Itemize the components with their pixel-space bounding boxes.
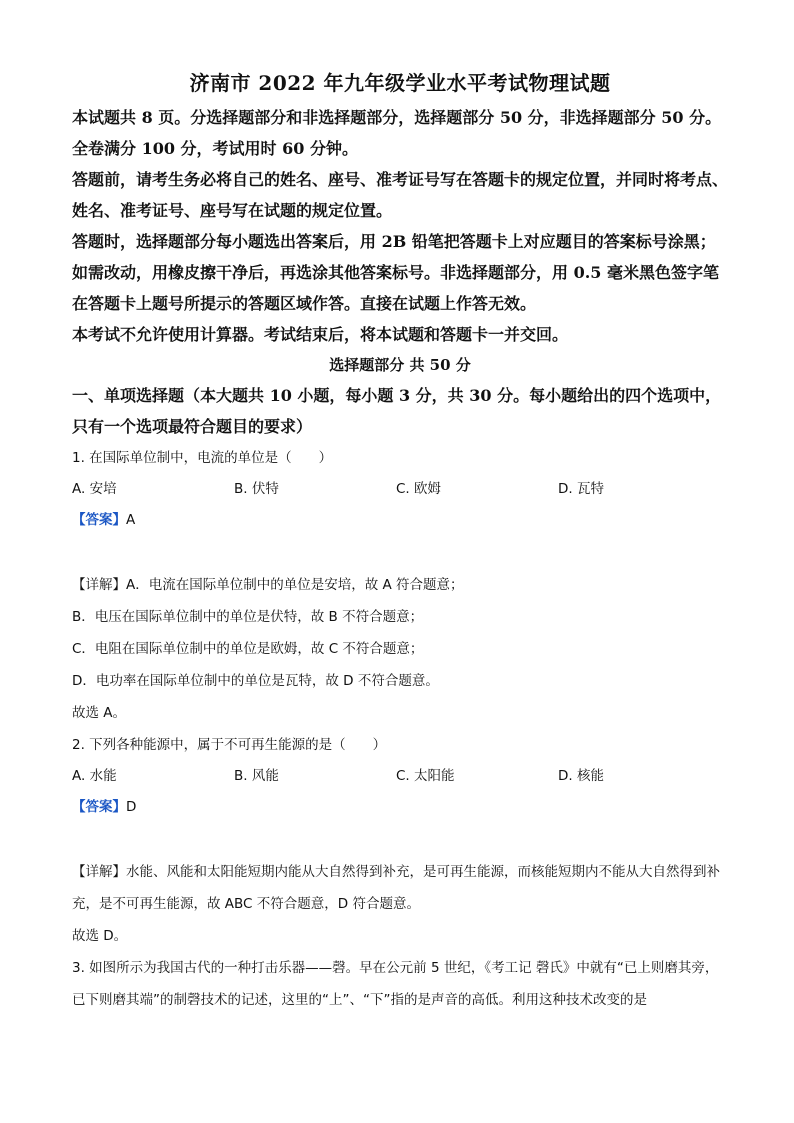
question-stem: 3. 如图所示为我国古代的一种打击乐器——磬。早在公元前 5 世纪，《考工记 磬氏》中就有“已上则磨其旁，已下则磨其端”的制磬技术的记述，这里的“上”、“下”指的是声音的高低。利用这种技术改变的是: [72, 960, 719, 1008]
question-2: [72, 729, 728, 952]
instruction-paragraph: 本考试不允许使用计算器。考试结束后，将本试题和答题卡一并交回。: [72, 325, 569, 344]
part-heading: 一、单项选择题（本大题共 10 小题，每小题 3 分，共 30 分。每小题给出的四个选项中，只有一个选项最符合题目的要求）: [72, 386, 722, 436]
answer-line: [72, 791, 728, 823]
option-c: C. 欧姆: [396, 481, 442, 497]
explanation-line: D．电功率在国际单位制中的单位是瓦特，故 D 不符合题意。: [72, 673, 439, 689]
answer-line: [72, 504, 728, 536]
instruction-paragraph: 答题时，选择题部分每小题选出答案后，用 2B 铅笔把答题卡上对应题目的答案标号涂黑；如需改动，用橡皮擦干净后，再选涂其他答案标号。非选择题部分，用 0.5 毫米黑色签字笔在答题卡上题号所提示的答题区域作答。直接在试题上作答无效。: [72, 232, 719, 313]
question-stem: 1. 在国际单位制中，电流的单位是（ ）: [72, 450, 333, 466]
question-stem: 2. 下列各种能源中，属于不可再生能源的是（ ）: [72, 737, 387, 753]
page-title: 济南市 2022 年九年级学业水平考试物理试题: [189, 71, 611, 95]
answer-value: A: [126, 512, 136, 528]
answer-value: D: [126, 799, 137, 815]
option-a: A. 水能: [72, 768, 117, 784]
question-3: [72, 952, 728, 1016]
explanation: [72, 856, 728, 952]
explanation: [72, 569, 728, 729]
option-b: B. 伏特: [234, 481, 279, 497]
answer-tag: 【答案】: [72, 799, 126, 815]
option-a: A. 安培: [72, 481, 117, 497]
option-c: C. 太阳能: [396, 768, 455, 784]
detail-tag: 【详解】: [72, 864, 126, 880]
section-heading: 选择题部分 共 50 分: [329, 356, 471, 374]
explanation-line: B．电压在国际单位制中的单位是伏特，故 B 不符合题意；: [72, 609, 424, 625]
option-d: D. 瓦特: [558, 481, 604, 497]
explanation-text: 水能、风能和太阳能短期内能从大自然得到补充，是可再生能源，而核能短期内不能从大自然得到补充，是不可再生能源，故 ABC 不符合题意，D 符合题意。: [72, 864, 720, 912]
question-1: [72, 442, 728, 729]
question-options: [72, 474, 728, 504]
explanation-line: 故选 A。: [72, 705, 127, 721]
exam-instructions: [72, 102, 728, 350]
explanation-line: [72, 856, 728, 920]
option-b: B. 风能: [234, 768, 279, 784]
explanation-line: 故选 D。: [72, 928, 128, 944]
detail-tag: 【详解】: [72, 577, 126, 593]
answer-tag: 【答案】: [72, 512, 126, 528]
explanation-line: [72, 569, 728, 601]
question-options: [72, 761, 728, 791]
option-d: D. 核能: [558, 768, 604, 784]
instruction-paragraph: 本试题共 8 页。分选择题部分和非选择题部分，选择题部分 50 分，非选择题部分 50 分。全卷满分 100 分，考试用时 60 分钟。: [72, 108, 722, 158]
instruction-paragraph: 答题前，请考生务必将自己的姓名、座号、准考证号写在答题卡的规定位置，并同时将考点、姓名、准考证号、座号写在试题的规定位置。: [72, 170, 729, 220]
explanation-line: C．电阻在国际单位制中的单位是欧姆，故 C 不符合题意；: [72, 641, 424, 657]
explanation-text: A．电流在国际单位制中的单位是安培，故 A 符合题意；: [126, 577, 464, 593]
